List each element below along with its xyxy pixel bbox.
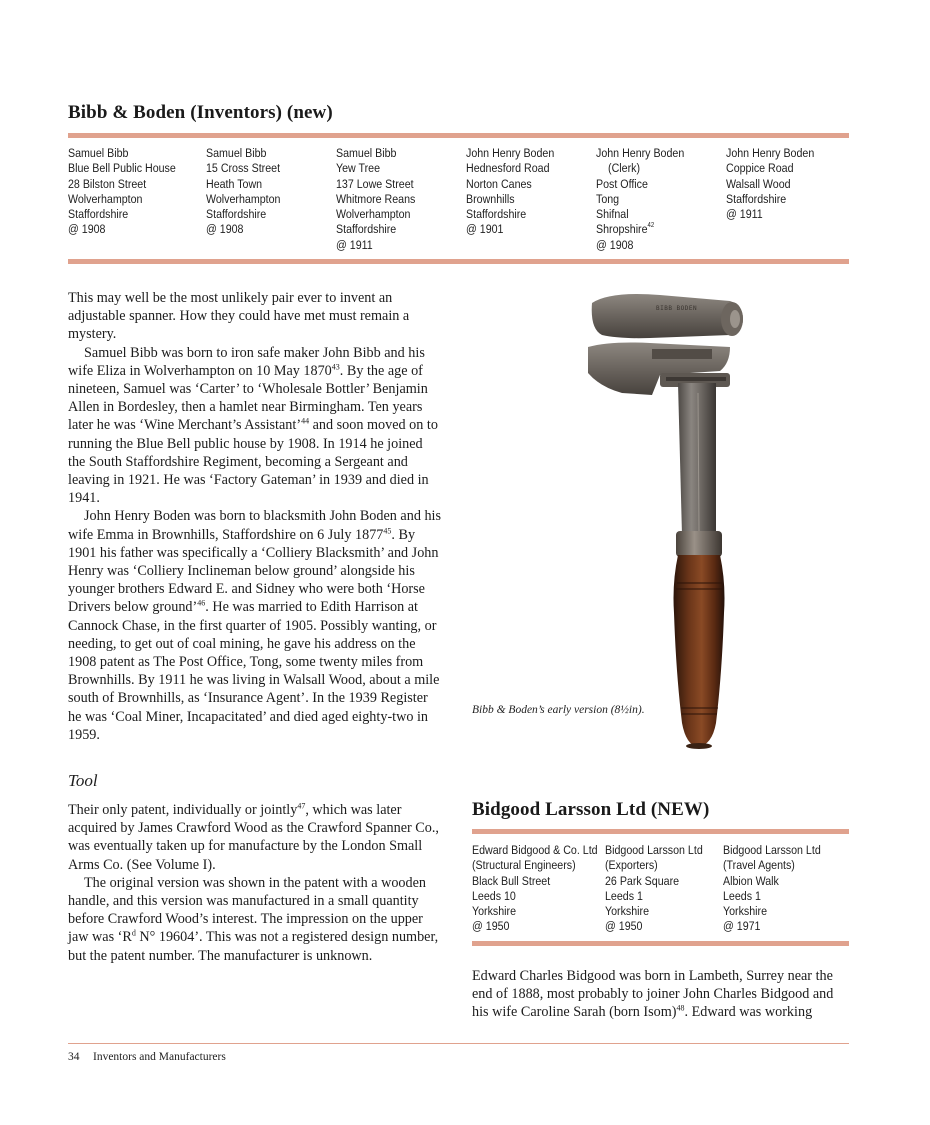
address-line: Yorkshire (605, 904, 650, 919)
address-line: Edward Bidgood & Co. Ltd (472, 843, 598, 857)
section2-rule-top (472, 829, 849, 834)
address-line: Wolverhampton (206, 191, 281, 206)
address-line: Staffordshire (336, 222, 397, 237)
address-line: Yorkshire (723, 904, 768, 919)
jaw-stamp: BIBB BODEN (656, 305, 698, 312)
address-line: Wolverhampton (68, 191, 143, 206)
section-rule-bottom (68, 259, 849, 264)
address-line: Shifnal (596, 207, 629, 222)
address-line: Samuel Bibb (68, 146, 129, 160)
image-caption: Bibb & Boden’s early version (8½in). (472, 704, 645, 716)
address-line: Yew Tree (336, 161, 381, 176)
address-line: 28 Bilston Street (68, 176, 147, 191)
page-number: 34 (68, 1051, 80, 1063)
footnote-ref: 48 (676, 1003, 685, 1013)
address-line: @ 1908 (206, 222, 244, 237)
address-line: Post Office (596, 176, 648, 191)
address-line: (Clerk) (608, 161, 641, 176)
address-line: Black Bull Street (472, 873, 551, 888)
spanner-icon (580, 283, 760, 758)
paragraph: Samuel Bibb was born to iron safe maker John Bibb and his wife Eliza in Wolverhampton on 10 May 1870$^{43}$. By the age of nineteen, Samuel was ‘Carter’ to ‘Wholesale Bottler’ Benjamin Allen in Bordesley, then a hamlet near Birmingham. Ten years later he was ‘Wine Merchant’s Assistant’$^{44}$ and soon moved on to running the Blue Bell public house by 1908. In 1914 he joined the South Staffordshire Regiment, becoming a Sergeant and leaving in 1921. He was ‘Factory Gateman’ in 1939 and died in 1941. (68, 344, 438, 507)
section-title-bidgood-larsson: Bidgood Larsson Ltd (NEW) (472, 799, 710, 820)
address-line: Albion Walk (723, 873, 779, 888)
address-line: 26 Park Square (605, 873, 680, 888)
address-line: @ 1908 (68, 222, 106, 237)
footnote-ref: 46 (197, 598, 206, 608)
address-block-bl-3 (723, 843, 821, 935)
address-block-4 (466, 146, 554, 238)
address-line: (Exporters) (605, 858, 658, 873)
footer-rule (68, 1043, 849, 1044)
address-line: Heath Town (206, 176, 263, 191)
address-line: Leeds 1 (723, 888, 761, 903)
address-line: Staffordshire (68, 207, 129, 222)
address-block-bl-2 (605, 843, 703, 935)
footnote-ref: 44 (301, 416, 310, 426)
paragraph: The original version was shown in the patent with a wooden handle, and this version was manufactured in a small quantity before Crawford Wood’s interest. The impression on the upper jaw was ‘$R^d$ N° 19604’. This was not a registered design number, but the patent number. The manufacturer is unknown. (68, 874, 439, 964)
address-line: Tong (596, 191, 620, 206)
address-line: Norton Canes (466, 176, 532, 191)
section2-body (472, 967, 850, 1022)
address-line: John Henry Boden (596, 146, 685, 160)
address-block-3 (336, 146, 415, 253)
paragraph: Edward Charles Bidgood was born in Lambeth, Surrey near the end of 1888, most probably to joiner John Charles Bidgood and his wife Caroline Sarah (born Isom)$^{48}$. Edward was working (472, 968, 834, 1021)
address-line: @ 1950 (472, 919, 510, 934)
paragraph: This may well be the most unlikely pair ever to invent an adjustable spanner. How they could have met must remain a mystery. (68, 290, 410, 343)
paragraph: John Henry Boden was born to blacksmith John Boden and his wife Emma in Brownhills, Staffordshire on 6 July 1877$^{45}$. By 1901 his father was specifically a ‘Colliery Blacksmith’ and John Henry was ‘Colliery Inclineman below ground’ alongside his younger brothers Edward E. and Sidney who were both ‘Horse Drivers below ground’$^{46}$. He was married to Edith Harrison at Cannock Chase, in the first quarter of 1905. Possibly wanting, or needing, to get out of coal mining, he gave his address on the 1908 patent as The Post Office, Tong, some twenty miles from Brownhills. By 1911 he was living in Walsall Wood, about a mile south of Brownhills, as ‘Insurance Agent’. In the 1939 Register he was ‘Coal Miner, Incapacitated’ and died aged eighty-two in 1959. (68, 508, 442, 743)
address-line: @ 1911 (726, 207, 763, 222)
paragraph: Their only patent, individually or jointly$^{47}$, which was later acquired by James Crawford Wood as the Crawford Spanner Co., was eventually taken up for manufacture by the London Small Arms Co. (See Volume I). (68, 801, 439, 873)
body-column (68, 289, 442, 744)
address-line: Staffordshire (726, 191, 787, 206)
address-line: Brownhills (466, 191, 515, 206)
address-line: Blue Bell Public House (68, 161, 176, 176)
address-line: (Structural Engineers) (472, 858, 576, 873)
section-title-bibb-boden: Bibb & Boden (Inventors) (new) (68, 102, 333, 123)
address-line: Shropshire$^{42}$ (596, 222, 655, 237)
address-line: Whitmore Reans (336, 191, 416, 206)
address-line: @ 1908 (596, 237, 634, 252)
address-line: @ 1971 (723, 919, 761, 934)
address-line: John Henry Boden (726, 146, 815, 160)
address-block-5 (596, 146, 684, 253)
address-line: Yorkshire (472, 904, 517, 919)
address-line: 137 Lowe Street (336, 176, 414, 191)
address-line: 15 Cross Street (206, 161, 281, 176)
running-title: Inventors and Manufacturers (93, 1051, 226, 1063)
address-line: Bidgood Larsson Ltd (605, 843, 703, 857)
address-line: Samuel Bibb (206, 146, 267, 160)
footnote-ref: 43 (331, 362, 340, 372)
address-line: Leeds 1 (605, 888, 643, 903)
address-line: @ 1901 (466, 222, 504, 237)
footnote-ref: 45 (383, 525, 392, 535)
address-line: Staffordshire (466, 207, 527, 222)
address-line: @ 1950 (605, 919, 643, 934)
address-line: Leeds 10 (472, 888, 516, 903)
address-block-2 (206, 146, 280, 238)
address-line: Staffordshire (206, 207, 267, 222)
spanner-photo (580, 283, 760, 758)
footnote-ref: 42 (647, 222, 655, 230)
section2-rule-bottom (472, 941, 849, 946)
address-block-bl-1 (472, 843, 598, 935)
address-line: Wolverhampton (336, 207, 411, 222)
address-line: Samuel Bibb (336, 146, 397, 160)
address-block-6 (726, 146, 814, 222)
address-line: (Travel Agents) (723, 858, 795, 873)
address-line: John Henry Boden (466, 146, 555, 160)
address-block-1 (68, 146, 176, 238)
address-line: Hednesford Road (466, 161, 550, 176)
section-rule-top (68, 133, 849, 138)
address-line: Coppice Road (726, 161, 794, 176)
tool-subheading: Tool (68, 771, 98, 790)
footnote-ref: 47 (297, 801, 306, 811)
tool-column (68, 801, 446, 965)
address-line: Bidgood Larsson Ltd (723, 843, 821, 857)
address-line: Walsall Wood (726, 176, 791, 191)
address-line: @ 1911 (336, 237, 373, 252)
